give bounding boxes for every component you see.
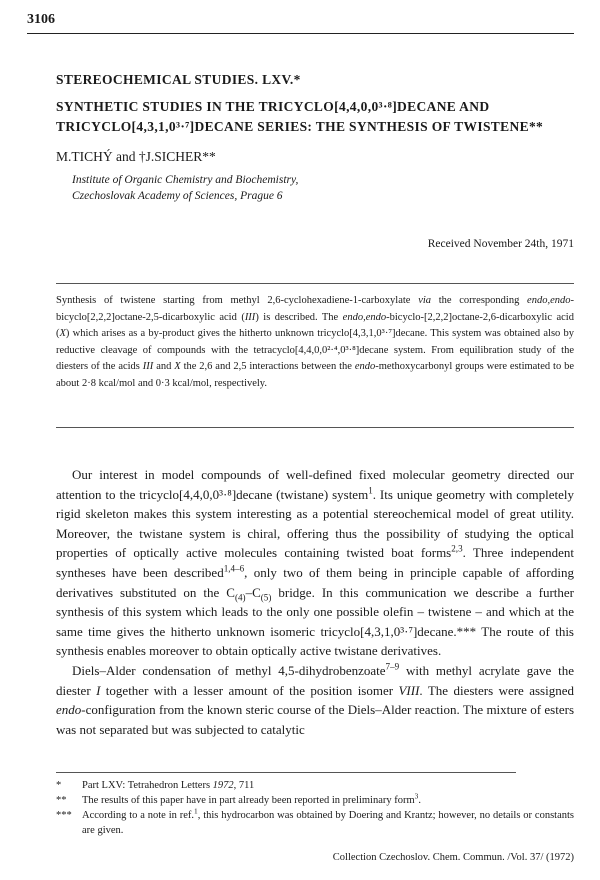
footnote-item: ** The results of this paper have in part already been reported in preliminary form$^3$. — [56, 791, 421, 806]
abstract-rule-top — [56, 283, 574, 284]
body-text — [56, 465, 574, 739]
footnote-item: * Part LXV: Tetrahedron Letters 1972, 711 — [56, 780, 255, 791]
page-number: 3106 — [27, 12, 55, 27]
footnote-item: *** According to a note in ref.$^1$, this hydrocarbon was obtained by Doering and Krantz; however, no details or constants are given. — [56, 806, 575, 836]
authors: M.TICHÝ and †J.SICHER** — [56, 149, 216, 164]
footnotes — [56, 778, 574, 838]
footnote-rule — [56, 772, 516, 773]
series-title: STEREOCHEMICAL STUDIES. LXV.* — [56, 72, 301, 87]
paper-title: SYNTHETIC STUDIES IN THE TRICYCLO[4,4,0,0³·⁸]DECANE AND TRICYCLO[4,3,1,0³·⁷]DECANE SERIES: THE SYNTHESIS OF TWISTENE** — [56, 99, 544, 134]
header-rule — [27, 33, 574, 34]
affiliation: Institute of Organic Chemistry and Biochemistry, Czechoslovak Academy of Sciences, Prague 6 — [72, 174, 299, 202]
paragraph-1: Our interest in model compounds of well-defined fixed molecular geometry directed our attention to the tricyclo[4,4,0,0³·⁸]decane (twistane) system$^1$. Its unique geometry with completely rigid skeleton makes this system interesting as a potential stereochemical model of great utility. Moreover, the twistane system is chiral, offering thus the possibility of studying the optical properties of optically active molecules containing twisted boat forms$^{2,3}$. Three independent syntheses have been described$^{1,4-6}$, only two of them being in principle capable of affording derivatives substituted on the $C_{(4)}-C_{(5)}$ bridge. In this communication we describe a further synthesis of this system which leads to the only one possible olefin – twistene – and which at the same time gives the hitherto unknown isomeric tricyclo[4,3,1,0³·⁷]decane.*** The route of this synthesis enables moreover to obtain optically active twistane derivatives. — [56, 467, 575, 659]
journal-footer: Collection Czechoslov. Chem. Commun. /Vol. 37/ (1972) — [332, 852, 574, 863]
paragraph-2: Diels–Alder condensation of methyl 4,5-dihydrobenzoate$^{7-9}$ with methyl acrylate gave the diester I together with a lesser amount of the position isomer VIII. The diesters were assigned endo-configuration from the known steric course of the Diels–Alder reaction. The mixture of esters was not separated but was subjected to catalytic — [56, 661, 574, 737]
abstract: Synthesis of twistene starting from methyl 2,6-cyclohexadiene-1-carboxylate via the corresponding endo,endo-bicyclo[2,2,2]octane-2,5-dicarboxylic acid (III) is described. The endo,endo-bicyclo-[2,2,2]octane-2,6-dicarboxylic acid (X) which arises as a by-product gives the hitherto unknown tricyclo[4,3,1,0³·⁷]decane. This system was obtained also by reductive cleavage of compounds with the tetracyclo[4,4,0,0²·⁴,0³·⁸]decane system. From equilibration study of the diesters of the acids III and X the 2,6 and 2,5 interactions between the endo-methoxycarbonyl groups were estimated to be about 2·8 kcal/mol and 0·3 kcal/mol, respectively. — [56, 295, 574, 389]
received-date: Received November 24th, 1971 — [427, 238, 574, 250]
abstract-rule-bottom — [56, 427, 574, 428]
